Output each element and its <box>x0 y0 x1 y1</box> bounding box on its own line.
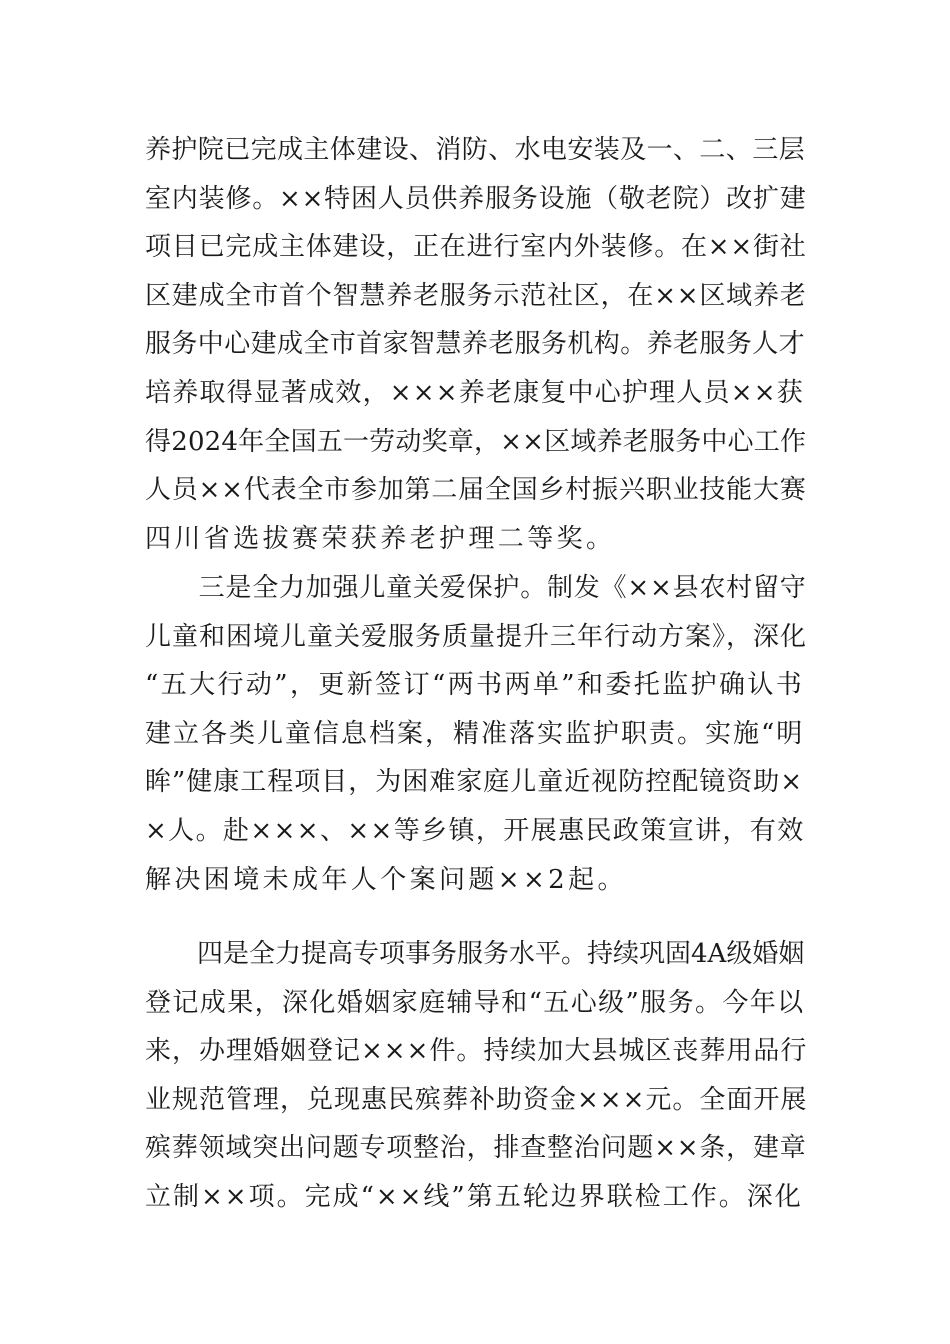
text-line: 人员××代表全市参加第二届全国乡村振兴职业技能大赛 <box>145 475 807 506</box>
text-line: 四川省选拔赛荣获养老护理二等奖。 <box>145 523 616 554</box>
text-line: 培养取得显著成效，×××养老康复中心护理人员××获 <box>145 377 804 408</box>
text-line: 区建成全市首个智慧养老服务示范社区，在××区域养老 <box>145 280 807 311</box>
text-line: 项目已完成主体建设，正在进行室内外装修。在××街社 <box>145 232 807 263</box>
text-line: 殡葬领域突出问题专项整治，排查整治问题××条，建章 <box>145 1133 807 1164</box>
text-line: 四是全力提高专项事务服务水平。持续巩固4A级婚姻 <box>145 939 805 969</box>
text-line: ×人。赴×××、××等乡镇，开展惠民政策宣讲，有效 <box>145 815 805 846</box>
text-line: 三是全力加强儿童关爱保护。制发《××县农村留守 <box>145 573 807 603</box>
text-line: 得2024年全国五一劳动奖章，××区域养老服务中心工作 <box>145 426 807 457</box>
text-line: 儿童和困境儿童关爱服务质量提升三年行动方案》，深化 <box>145 621 808 652</box>
text-line: 眸”健康工程项目，为困难家庭儿童近视防控配镜资助× <box>145 767 804 798</box>
paragraph-elderly-care <box>145 126 807 563</box>
paragraph-special-affairs <box>145 930 807 1222</box>
text-line: 养护院已完成主体建设、消防、水电安装及一、二、三层 <box>145 135 806 165</box>
paragraph-child-protection <box>145 564 807 904</box>
text-line: 建立各类儿童信息档案，精准落实监护职责。实施“明 <box>145 718 805 749</box>
text-line: 登记成果，深化婚姻家庭辅导和“五心级”服务。今年以 <box>145 987 805 1018</box>
text-line: 室内装修。××特困人员供养服务设施（敬老院）改扩建 <box>145 183 807 214</box>
text-line: “五大行动”，更新签订“两书两单”和委托监护确认书 <box>145 670 805 701</box>
text-line: 立制××项。完成“××线”第五轮边界联检工作。深化 <box>145 1181 803 1212</box>
text-line: 服务中心建成全市首家智慧养老服务机构。养老服务人才 <box>145 329 806 360</box>
text-line: 业规范管理，兑现惠民殡葬补助资金×××元。全面开展 <box>145 1084 808 1115</box>
text-line: 解决困境未成年人个案问题××2起。 <box>145 864 627 895</box>
text-line: 来，办理婚姻登记×××件。持续加大县城区丧葬用品行 <box>145 1036 808 1067</box>
